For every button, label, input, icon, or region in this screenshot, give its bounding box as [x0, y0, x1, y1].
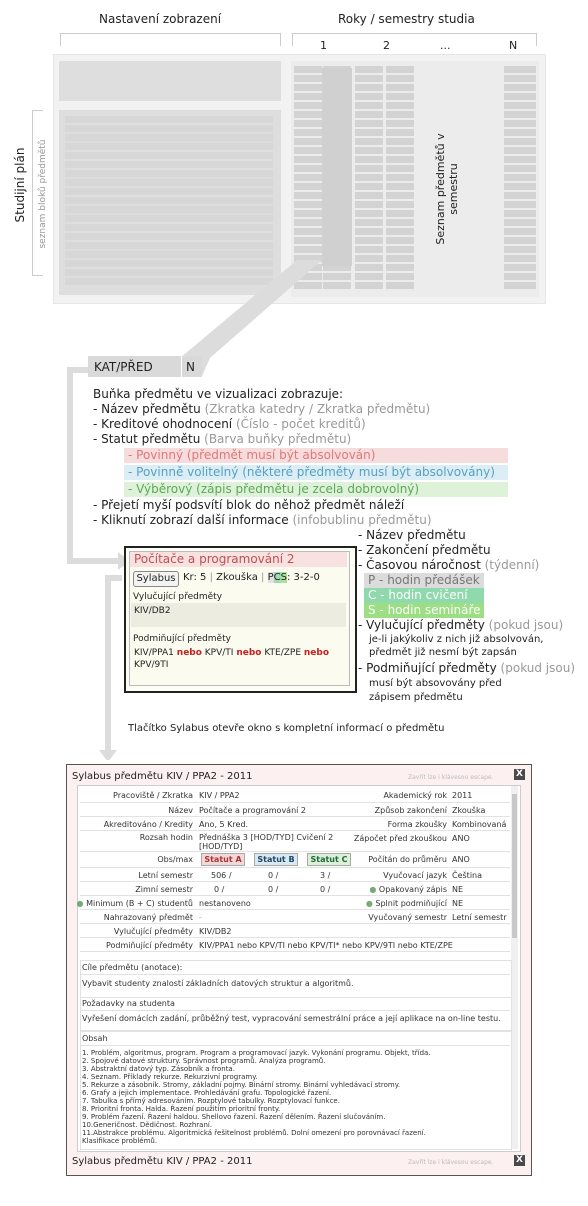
row-divider [80, 923, 510, 924]
bubble-cond-value [134, 648, 329, 658]
cond-value: KIV/PPA1 nebo KPV/TI nebo KPV/TI* nebo KPV/9TI nebo KTE/ZPE [199, 941, 453, 950]
replaced-label: Nahrazovaný předmět [103, 913, 193, 922]
legend-item-credits [93, 417, 366, 431]
minimum-label [77, 899, 193, 908]
content-divider [80, 1045, 510, 1046]
rl-name: - Název předmětu [358, 528, 466, 542]
rl-cond-text: - Podmiňující předměty [358, 661, 497, 675]
goal-header: Cíle předmětu (anotace): [82, 963, 183, 972]
bubble-sep: | [261, 572, 265, 583]
syllabus-footer-close-hint: Zavřít lze i klávesou escape. [408, 1159, 494, 1166]
obs-label: Obs/max [157, 855, 193, 864]
minimum-value: nestanoveno [199, 899, 251, 908]
bubble-pcs-value: : 3-2-0 [286, 572, 320, 583]
rl-time [358, 558, 539, 572]
summer-c: 3 / [320, 871, 331, 880]
content-line: 6. Grafy a jejich implementace. Prohledávání grafu. Topologické řazení. [82, 1089, 332, 1097]
syllabus-caption: Tlačítko Sylabus otevře okno s kompletní informací o předmětu [128, 723, 445, 734]
rl-p: P - hodin předášek [364, 573, 484, 588]
content-line: 3. Abstraktní datový typ. Zásobník a fronta. [82, 1065, 235, 1073]
row-divider [80, 816, 510, 817]
info-bubble-title: Počítače a programování 2 [134, 552, 295, 566]
cond-code: KPV/TI [201, 648, 237, 658]
cond-code: KTE/ZPE [261, 648, 304, 658]
year-label-2: 2 [383, 39, 390, 52]
row-divider [80, 937, 510, 938]
content-line: 7. Tabulka s přímý adresováním. Rozptylové tabulky. Rozptylovací funkce. [82, 1097, 340, 1105]
chat-icon: ● [76, 899, 84, 908]
rl-ending: - Zakončení předmětu [358, 543, 491, 557]
cond-or: nebo [303, 648, 330, 658]
minimum-label-text: Minimum (B + C) studentů [86, 899, 193, 908]
content-line: 4. Seznam. Příklady rekurze. Rekurzivní programy. [82, 1073, 258, 1081]
row-divider [80, 909, 510, 910]
excl-label: Vylučující předměty [113, 927, 193, 936]
legend-item-hint: (Barva buňky předmětu) [200, 432, 352, 446]
status-name: - Povinně volitelný [128, 465, 239, 479]
field-label: Název [168, 806, 193, 815]
r-label-text: Splnit podmiňující [375, 899, 447, 908]
chat-icon: ● [369, 885, 377, 894]
row-divider [80, 830, 510, 831]
r-value: Kombinovaná [452, 820, 507, 829]
rl-cond-desc-2: zápisem předmětu [369, 692, 463, 703]
req-header: Požadavky na studenta [82, 999, 175, 1008]
year-label-n: N [509, 39, 518, 52]
content-line: 8. Prioritní fronta. Halda. Řazení použitím prioritní fronty. [82, 1105, 281, 1113]
r-label: Akademický rok [383, 791, 447, 800]
legend-item-name [93, 402, 430, 416]
winter-a: 0 / [214, 885, 225, 894]
status-hint: (některé předměty musí být absolvovány) [238, 465, 495, 479]
r-label: Zápočet před zkouškou [353, 834, 447, 843]
field-value: KIV / PPA2 [199, 791, 240, 800]
r-label: Forma zkoušky [387, 820, 447, 829]
r-label: Způsob zakončení [374, 806, 447, 815]
content-line: Klasifikace problémů. [82, 1137, 158, 1145]
r-label [369, 885, 447, 894]
study-plan-label: Studijní plán [13, 147, 27, 223]
rl-excl [358, 618, 563, 632]
req-divider [80, 1010, 510, 1011]
content-line: 9. Problém řazení. Řazení haldou. Shellovo řazení. Řazení dělením. Řazení slučováním. [82, 1113, 386, 1121]
cond-label: Podmiňující předměty [105, 941, 193, 950]
goal-text: Vybavit studenty znalostí základních datových struktur a algoritmů. [82, 979, 354, 988]
close-icon[interactable]: X [514, 769, 525, 780]
content-line: 2. Spojové datové struktury. Správnost programů. Analýza programů. [82, 1057, 326, 1065]
status-b-badge: Statut B [254, 853, 298, 866]
winter-label: Zimní semestr [135, 885, 193, 894]
legend-item-hint: (Zkratka katedry / Zkratka předmětu) [200, 402, 431, 416]
legend-item-click [93, 513, 432, 527]
bubble-pcs-p: P [267, 572, 274, 583]
field-label: Pracoviště / Zkratka [113, 791, 193, 800]
rl-excl-text: - Vylučující předměty [358, 618, 485, 632]
r-label-text: Opakovaný zápis [378, 885, 447, 894]
bubble-pcs-s: S [280, 572, 287, 583]
req-text: Vyřešení domácích zadání, průběžný test, vypracování semestrální práce a její aplikace na on-line testu. [82, 1014, 501, 1023]
bubble-cond-title: Podmiňující předměty [133, 634, 231, 644]
row-divider [80, 881, 510, 882]
field-value: Počítače a programování 2 [199, 806, 307, 815]
legend-intro: Buňka předmětu ve vizualizaci zobrazuje: [93, 387, 344, 401]
legend-item-hover [93, 498, 404, 512]
legend-item-hint: (infobublinu předmětu) [288, 513, 432, 527]
bubble-excl-value: KIV/DB2 [134, 606, 171, 616]
summer-a: 506 / [211, 871, 232, 880]
legend-item-text: - Statut předmětu [93, 432, 201, 446]
status-mandatory [124, 448, 508, 463]
bubble-exam: Zkouška [216, 572, 258, 583]
legend-item-hint: (Číslo - počet kreditů) [232, 417, 366, 431]
content-line: 11.Abstrakce problému. Algoritmická řešitelnost problémů. Dolní omezení pro porovnávací řazení. [82, 1129, 426, 1137]
r-label: Vyučovaný semestr [368, 913, 447, 922]
summer-b: 0 / [268, 871, 279, 880]
field-value: Přednáška 3 [HOD/TYD] Cvičení 2 [HOD/TYD] [199, 833, 334, 851]
year-label-1: 1 [320, 39, 327, 52]
summer-label: Letní semestr [138, 871, 193, 880]
field-label: Rozsah hodin [139, 833, 193, 842]
rl-time-text: - Časovou náročnost [358, 558, 481, 572]
chat-icon: ● [365, 899, 373, 908]
bubble-credits: Kr: 5 [183, 572, 207, 583]
syllabus-title: Sylabus předmětu KIV / PPA2 - 2011 [72, 771, 253, 782]
field-label: Akreditováno / Kredity [103, 820, 193, 829]
r-value: Letní semestr [452, 913, 507, 922]
rl-time-hint: (týdenní) [480, 558, 540, 572]
years-header: Roky / semestry studia [338, 12, 475, 26]
excl-value: KIV/DB2 [199, 927, 232, 936]
cond-or: nebo [176, 648, 202, 658]
cond-or: nebo [236, 648, 262, 658]
status-elective [124, 465, 508, 480]
status-hint: (předmět musí být absolvován) [183, 448, 376, 462]
rl-excl-desc-2: předmět již nesmí být zapsán [369, 647, 517, 658]
year-label-ellipsis: ... [440, 39, 451, 52]
subject-cell-divider [181, 356, 182, 377]
content-line: 10.Generičnost. Dědičnost. Rozhraní. [82, 1121, 213, 1129]
bubble-cond-value-2: KPV/9TI [134, 660, 169, 670]
r-value: ANO [452, 834, 470, 843]
status-name: - Výběrový [128, 482, 193, 496]
bubble-excl-title: Vylučující předměty [133, 592, 223, 602]
r-label [366, 899, 447, 908]
r-label: Vyučovací jazyk [383, 871, 447, 880]
row-divider [80, 802, 510, 803]
cond-code: KIV/PPA1 [134, 648, 177, 658]
r-value: NE [452, 885, 464, 894]
r-value: 2011 [452, 791, 473, 800]
syllabus-footer-title: Sylabus předmětu KIV / PPA2 - 2011 [72, 1156, 253, 1167]
row-divider [80, 895, 510, 896]
bubble-sep: | [209, 572, 213, 583]
content-line: 5. Rekurze a zásobník. Stromy, základní pojmy. Binární stromy. Binární vyhledávací stromy. [82, 1081, 401, 1089]
rl-c: C - hodin cvičení [364, 588, 484, 603]
subject-cell-credits: N [186, 360, 195, 374]
rl-excl-hint: (pokud jsou) [484, 618, 564, 632]
semester-list-label: Seznam předmětů v semestru [434, 133, 460, 245]
status-a-badge: Statut A [201, 853, 245, 866]
r-value: ANO [452, 855, 470, 864]
legend-item-status [93, 432, 351, 446]
settings-header: Nastavení zobrazení [99, 12, 222, 26]
r-value: Čeština [452, 871, 483, 880]
content-header: Obsah [82, 1034, 108, 1043]
subject-cell-code: KAT/PŘED [94, 360, 153, 374]
r-label: Počítán do průměru [368, 855, 447, 864]
syllabus-scrollbar-thumb[interactable] [512, 794, 517, 938]
field-value: Ano, 5 Kred. [199, 820, 249, 829]
winter-c: 0 / [320, 885, 331, 894]
r-value: NE [452, 899, 464, 908]
legend-item-text: - Přejetí myší podsvítí blok do něhož předmět náleží [93, 498, 405, 512]
legend-item-text: - Kreditové ohodnocení [93, 417, 233, 431]
rl-excl-desc-1: je-li jakýkoliv z nich již absolvován, [369, 634, 544, 645]
rl-cond-desc-1: musí být absovovány před [369, 678, 502, 689]
legend-item-text: - Kliknutí zobrazí další informace [93, 513, 289, 527]
status-optional [124, 482, 508, 497]
syllabus-close-hint: Zavřít lze i klávesou escape. [408, 774, 494, 781]
r-value: Zkouška [452, 806, 486, 815]
status-name: - Povinný [128, 448, 184, 462]
row-divider [80, 867, 510, 868]
row-divider [80, 951, 510, 952]
status-c-badge: Statut C [307, 853, 351, 866]
rl-s: S - hodin semináře [364, 603, 484, 618]
row-divider [80, 851, 510, 852]
blocks-list-label: seznam bloků předmětů [38, 139, 48, 249]
syllabus-button[interactable]: Sylabus [133, 571, 179, 587]
footer-close-icon[interactable]: X [514, 1155, 525, 1166]
bubble-info-row [183, 572, 320, 583]
content-line: 1. Problém, algoritmus, program. Program a programovací jazyk. Vykonání programu. Objekt, třída. [82, 1049, 431, 1057]
replaced-value: - [199, 913, 202, 922]
winter-b: 0 / [268, 885, 279, 894]
bubble-pcs-c: C [273, 572, 281, 583]
goal-divider [80, 974, 510, 975]
status-hint: (zápis předmětu je zcela dobrovolný) [192, 482, 420, 496]
legend-item-text: - Název předmětu [93, 402, 201, 416]
rl-cond-hint: (pokud jsou) [496, 661, 576, 675]
rl-cond [358, 661, 575, 675]
